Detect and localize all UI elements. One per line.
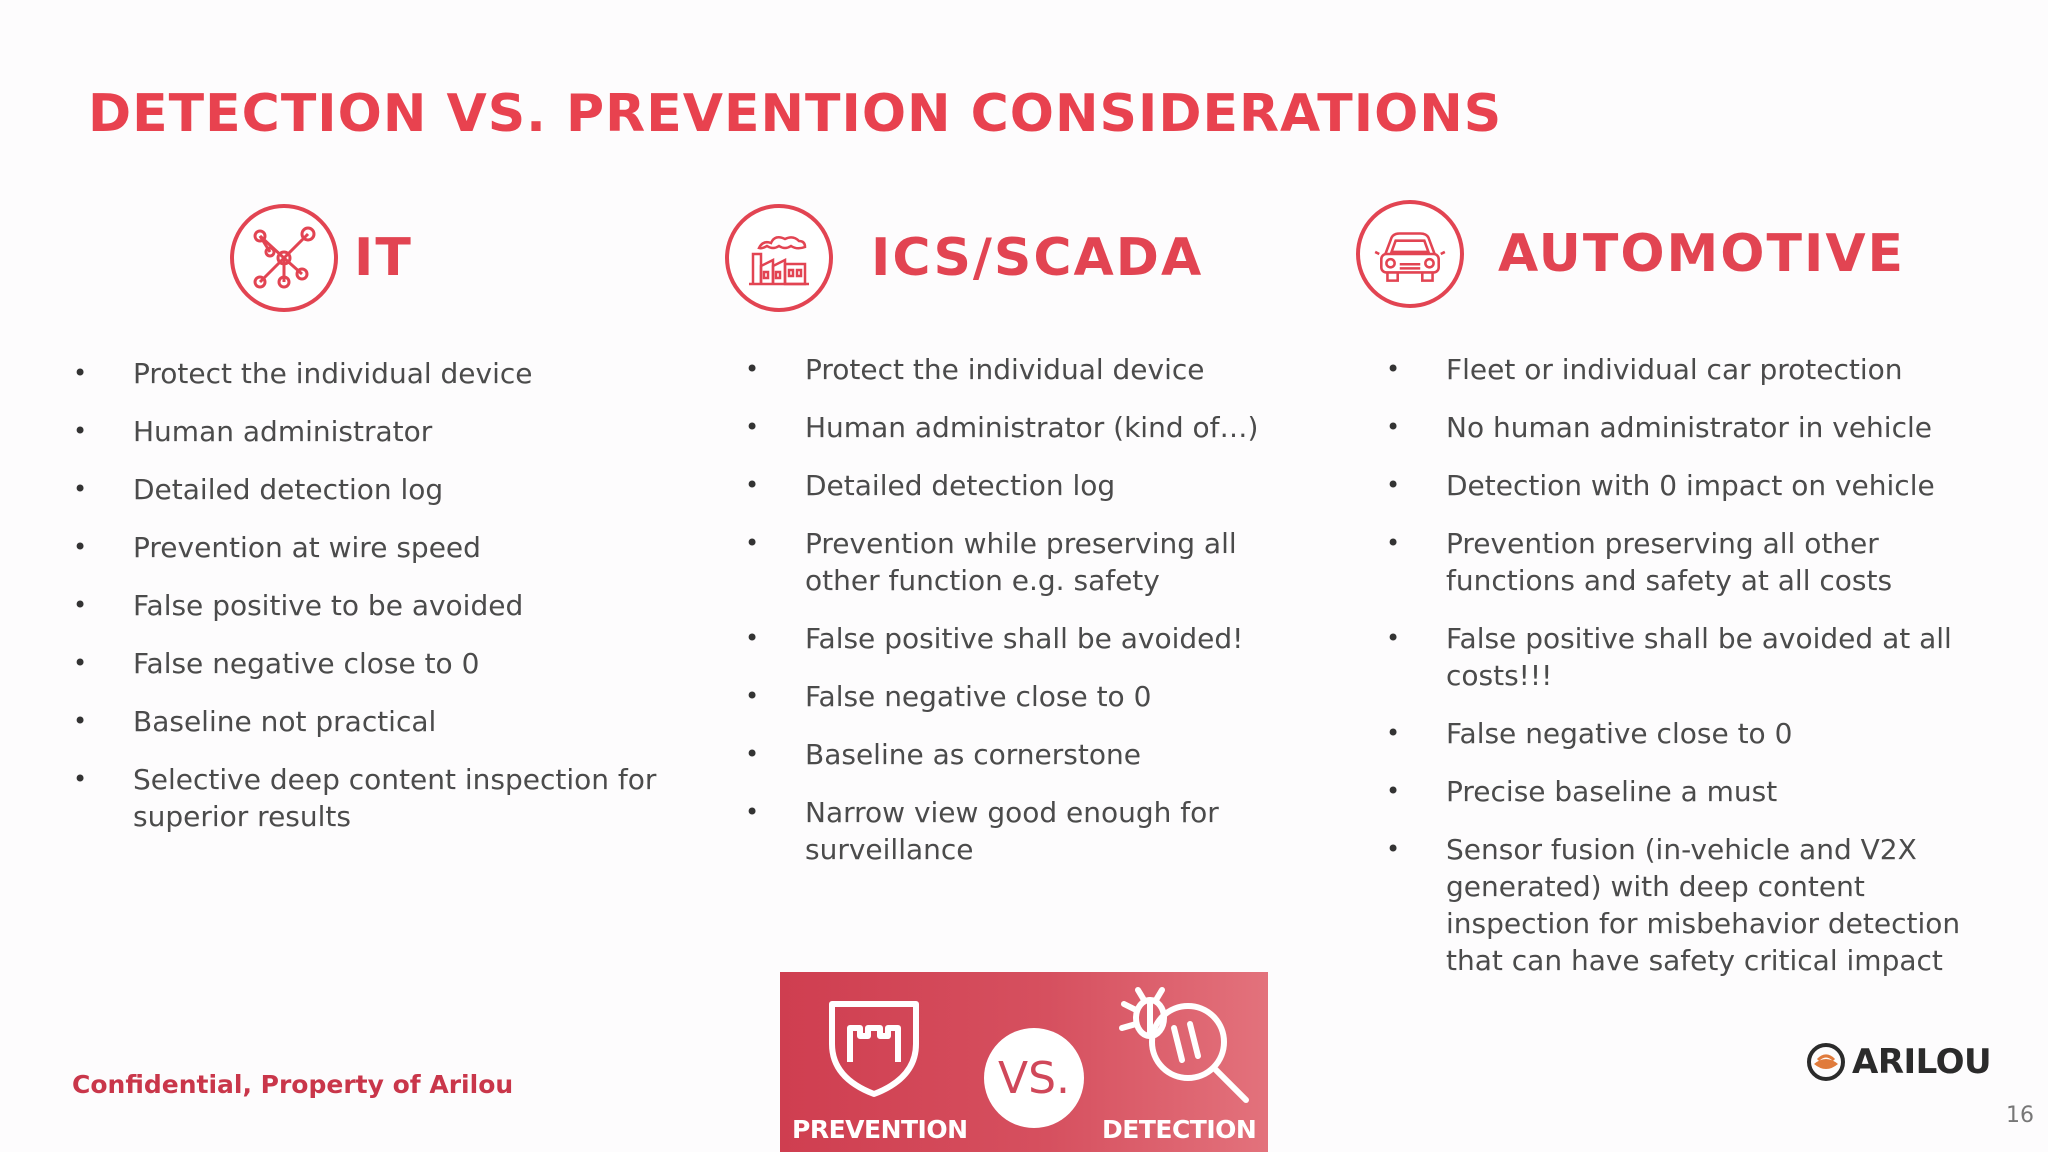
column-heading-ics-scada: ICS/SCADA [871,228,1204,288]
list-item: • Sensor fusion (in-vehicle and V2X generated) with deep content inspection for misbehavior detection that can have safety critical impact [1386,833,1961,977]
bullet-icon: • [1386,529,1401,557]
network-icon [230,204,338,312]
bug-magnifier-icon [1110,984,1258,1112]
list-item: • False positive to be avoided [73,589,524,622]
list-item: • Human administrator (kind of…) [745,411,1259,444]
bullet-icon: • [745,624,760,652]
list-item: • Prevention while preserving all other function e.g. safety [745,527,1237,597]
list-item: • Detailed detection log [745,469,1116,502]
column-heading-it: IT [354,228,413,288]
list-item: • No human administrator in vehicle [1386,411,1932,444]
list-item: • Prevention at wire speed [73,531,481,564]
list-item: • False positive shall be avoided at all costs!!! [1386,622,1952,692]
bullet-icon: • [745,529,760,557]
bullet-icon: • [745,682,760,710]
bullet-icon: • [73,591,88,619]
vs-badge: VS. [984,1028,1084,1128]
list-item: • False positive shall be avoided! [745,622,1244,655]
bullet-icon: • [73,707,88,735]
bullet-icon: • [1386,777,1401,805]
list-item: • Precise baseline a must [1386,775,1778,808]
bullet-icon: • [1386,355,1401,383]
arilou-logo-icon [1806,1042,1846,1082]
column-header-it [230,204,413,312]
bullet-icon: • [73,649,88,677]
list-item: • Narrow view good enough for surveillance [745,796,1219,866]
bullet-icon: • [73,359,88,387]
bullet-icon: • [745,798,760,826]
bullet-icon: • [745,413,760,441]
column-heading-automotive: AUTOMOTIVE [1498,224,1906,284]
bullet-list-automotive [1386,351,2006,1000]
list-item: • Detailed detection log [73,473,444,506]
prevention-vs-detection-banner [780,972,1268,1152]
bullet-icon: • [1386,835,1401,863]
bullet-icon: • [1386,719,1401,747]
list-item: • Selective deep content inspection for superior results [73,763,657,833]
bullet-icon: • [73,765,88,793]
bullet-icon: • [745,355,760,383]
prevention-label: PREVENTION [792,1115,968,1144]
bullet-icon: • [1386,471,1401,499]
list-item: • Baseline as cornerstone [745,738,1141,771]
page-number: 16 [2006,1103,2034,1128]
brand-name: ARILOU [1852,1042,1992,1082]
bullet-icon: • [1386,624,1401,652]
bullet-icon: • [73,533,88,561]
arilou-logo [1806,1042,1991,1082]
detection-label: DETECTION [1102,1115,1257,1144]
list-item: • Protect the individual device [73,357,533,390]
castle-shield-icon [824,992,924,1100]
bullet-icon: • [745,471,760,499]
list-item: • False negative close to 0 [73,647,480,680]
bullet-icon: • [745,740,760,768]
bullet-list-ics-scada [745,351,1305,889]
confidential-notice: Confidential, Property of Arilou [72,1070,514,1099]
list-item: • False negative close to 0 [745,680,1152,713]
list-item: • Fleet or individual car protection [1386,353,1903,386]
bullet-icon: • [1386,413,1401,441]
list-item: • Human administrator [73,415,433,448]
list-item: • Detection with 0 impact on vehicle [1386,469,1935,502]
factory-icon [725,204,833,312]
list-item: • Prevention preserving all other functions and safety at all costs [1386,527,1893,597]
bullet-icon: • [73,475,88,503]
list-item: • Protect the individual device [745,353,1205,386]
list-item: • Baseline not practical [73,705,437,738]
list-item: • False negative close to 0 [1386,717,1793,750]
car-icon [1356,200,1464,308]
column-header-automotive [1356,200,1905,308]
bullet-list-it [73,355,693,856]
bullet-icon: • [73,417,88,445]
slide-title: DETECTION VS. PREVENTION CONSIDERATIONS [88,84,1503,144]
column-header-ics-scada [725,204,1203,312]
